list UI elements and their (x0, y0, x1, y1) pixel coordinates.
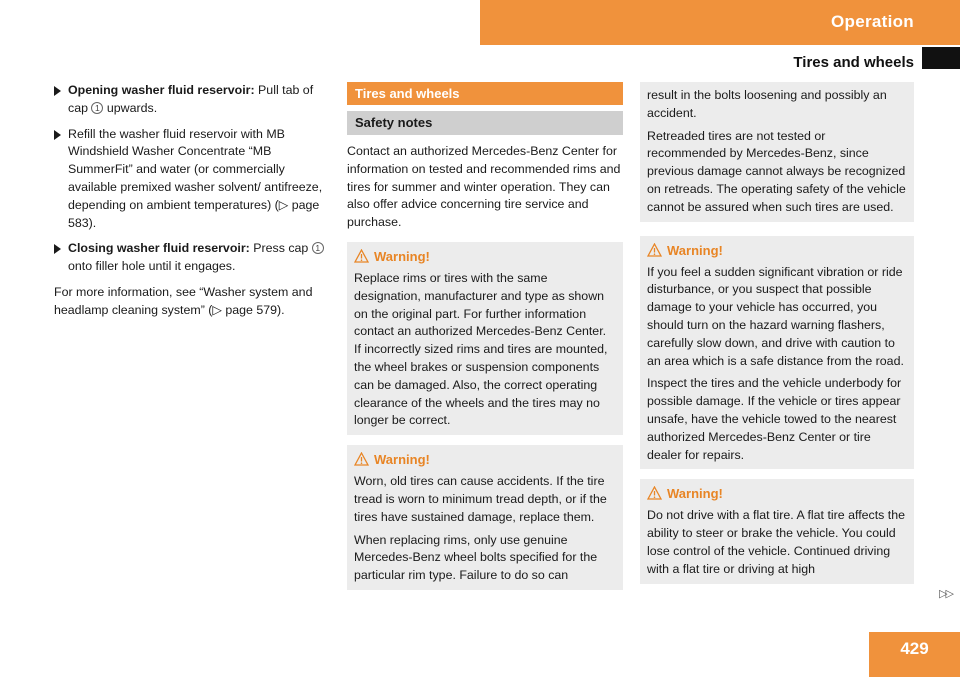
step-arrow-icon (54, 86, 61, 96)
warning-heading (647, 241, 907, 261)
warning-heading (354, 247, 616, 267)
page-ref-icon: ▷ (278, 197, 289, 212)
more-info-paragraph (54, 284, 330, 320)
warning-text: Retreaded tires are not tested or recommended by Mercedes-Benz, since previous damage cannot always be recognized on retreads. The operating safety of the vehicle cannot be assured when such tires are used. (647, 128, 906, 214)
warning-title: Warning! (374, 452, 430, 468)
warning-box-flat-tire (640, 479, 914, 583)
section-title: Tires and wheels (347, 82, 623, 105)
warning-text: Replace rims or tires with the same designation, manufacturer and type as shown on the original part. For further information contact an authorized Mercedes-Benz Center. If incorrectly sized rims and tires are mounted, the wheel brakes or suspension components can be damaged. Also, the correct operating clearance of the wheels and the tires may no longer be correct. (354, 270, 608, 428)
column-middle (347, 82, 623, 590)
header-black-marker (922, 47, 960, 69)
page-ref-icon: ▷ (212, 302, 222, 317)
page-number: 429 (900, 639, 929, 658)
warning-title: Warning! (374, 248, 430, 264)
warning-text: If you feel a sudden significant vibration or ride disturbance, or you suspect that possible damage to your vehicle has occurred, you should turn on the hazard warning flashers, carefully slow down, and drive with caution to an area which is a safe distance from the road. (647, 264, 904, 368)
warning-heading (647, 484, 907, 504)
warning-triangle-icon (354, 452, 369, 466)
header-section-title: Operation (831, 12, 914, 31)
step-arrow-icon (54, 130, 61, 140)
page-number-box (869, 632, 960, 677)
step-close-reservoir (54, 240, 330, 276)
page-reference-link[interactable]: page 579). (221, 302, 285, 317)
step-arrow-icon (54, 244, 61, 254)
warning-box-worn-tires (347, 445, 623, 590)
step-text: Pull tab of cap (68, 83, 314, 115)
warning-text: When replacing rims, only use genuine Mercedes-Benz wheel bolts specified for the particular rim type. Failure to do so can (354, 532, 598, 583)
warning-triangle-icon (647, 243, 662, 257)
intro-paragraph: Contact an authorized Mercedes-Benz Center for information on tested and recommended rims and tires for summer and winter operation. They can also offer advice concerning tire service and purchase. (347, 144, 621, 230)
warning-text: Do not drive with a flat tire. A flat tire affects the ability to steer or brake the vehicle. You could lose control of the vehicle. Continued driving with a flat tire or driving at high (647, 508, 906, 576)
column-right (640, 82, 914, 584)
warning-box-continued (640, 82, 914, 222)
warning-text: Worn, old tires can cause accidents. If the tire tread is worn to minimum tread depth, or if the tires have sustained damage, replace them. (354, 474, 607, 524)
continue-arrows-icon: ▷▷ (939, 588, 952, 600)
step-text: Refill the washer fluid reservoir with MB Windshield Washer Concentrate “MB SummerFit” and water (or commercially available premixed washer solvent/ antifreeze, depending on ambient temperatures) ( (68, 126, 323, 212)
page-reference-link[interactable]: page 583). (68, 197, 320, 230)
subsection-title: Safety notes (347, 111, 623, 135)
step-refill-reservoir (54, 126, 330, 233)
step-open-reservoir (54, 82, 330, 118)
step-text: Press cap (249, 241, 312, 256)
warning-triangle-icon (354, 249, 369, 263)
warning-text: result in the bolts loosening and possibly an accident. (647, 88, 887, 120)
step-bold-label: Closing washer fluid reservoir: (68, 241, 250, 256)
step-text: upwards. (103, 100, 158, 115)
step-text: onto filler hole until it engages. (68, 259, 236, 274)
warning-box-rims (347, 242, 623, 435)
paragraph-text: For more information, see “Washer system and headlamp cleaning system” ( (54, 284, 313, 317)
header-subsection-title: Tires and wheels (793, 54, 914, 71)
step-bold-label: Opening washer fluid reservoir: (68, 83, 255, 97)
warning-text: Inspect the tires and the vehicle underbody for possible damage. If the vehicle or tires appear unsafe, have the vehicle towed to the nearest authorized Mercedes-Benz Center or tire dealer for repairs. (647, 376, 902, 462)
header-section-bar (480, 0, 960, 45)
callout-number-icon: 1 (91, 102, 103, 114)
warning-box-vibration (640, 236, 914, 470)
column-left (54, 82, 330, 328)
callout-number-icon: 1 (312, 242, 324, 254)
warning-heading (354, 450, 616, 470)
warning-title: Warning! (667, 486, 723, 502)
warning-triangle-icon (647, 486, 662, 500)
warning-title: Warning! (667, 242, 723, 258)
